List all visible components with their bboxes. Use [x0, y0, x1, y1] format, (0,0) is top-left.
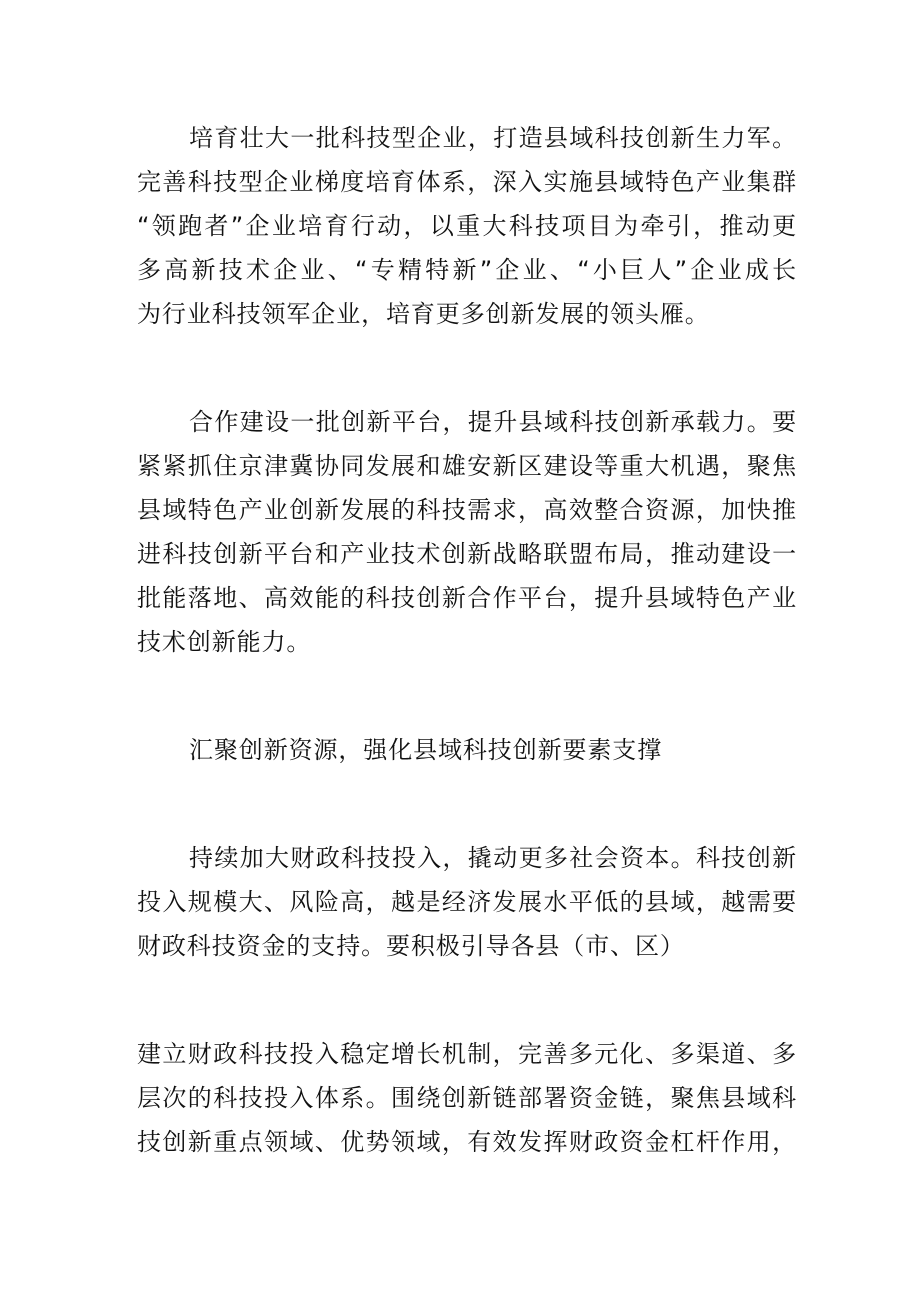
paragraph-4-line-3: 技创新重点领域、优势领域，有效发挥财政资金杠杆作用， [137, 1128, 797, 1156]
paragraph-2-line-2: 紧紧抓住京津冀协同发展和雄安新区建设等重大机遇，聚焦 [137, 452, 797, 480]
paragraph-2-line-5: 批能落地、高效能的科技创新合作平台，提升县域特色产业 [137, 584, 797, 612]
paragraph-4-line-2: 层次的科技投入体系。围绕创新链部署资金链，聚焦县域科 [137, 1084, 797, 1112]
paragraph-4-line-1: 建立财政科技投入稳定增长机制，完善多元化、多渠道、多 [137, 1040, 797, 1068]
paragraph-3-line-2: 投入规模大、风险高，越是经济发展水平低的县域，越需要 [137, 888, 797, 916]
paragraph-1-line-1: 培育壮大一批科技型企业，打造县域科技创新生力军。 [189, 124, 797, 152]
paragraph-1-line-3: “领跑者”企业培育行动，以重大科技项目为牵引，推动更 [137, 212, 797, 240]
paragraph-3-line-3: 财政科技资金的支持。要积极引导各县（市、区） [137, 932, 685, 960]
paragraph-2-line-6: 技术创新能力。 [137, 628, 312, 656]
paragraph-1-line-2: 完善科技型企业梯度培育体系，深入实施县域特色产业集群 [137, 168, 797, 196]
paragraph-2-line-4: 进科技创新平台和产业技术创新战略联盟布局，推动建设一 [137, 540, 797, 568]
paragraph-2-line-1: 合作建设一批创新平台，提升县域科技创新承载力。要 [189, 408, 797, 436]
paragraph-1-line-4: 多高新技术企业、“专精特新”企业、“小巨人”企业成长 [137, 256, 797, 284]
paragraph-3-line-1: 持续加大财政科技投入，撬动更多社会资本。科技创新 [189, 844, 797, 872]
section-heading: 汇聚创新资源，强化县域科技创新要素支撑 [189, 736, 663, 764]
paragraph-2-line-3: 县域特色产业创新发展的科技需求，高效整合资源，加快推 [137, 496, 797, 524]
paragraph-1-line-5: 为行业科技领军企业，培育更多创新发展的领头雁。 [137, 300, 710, 328]
